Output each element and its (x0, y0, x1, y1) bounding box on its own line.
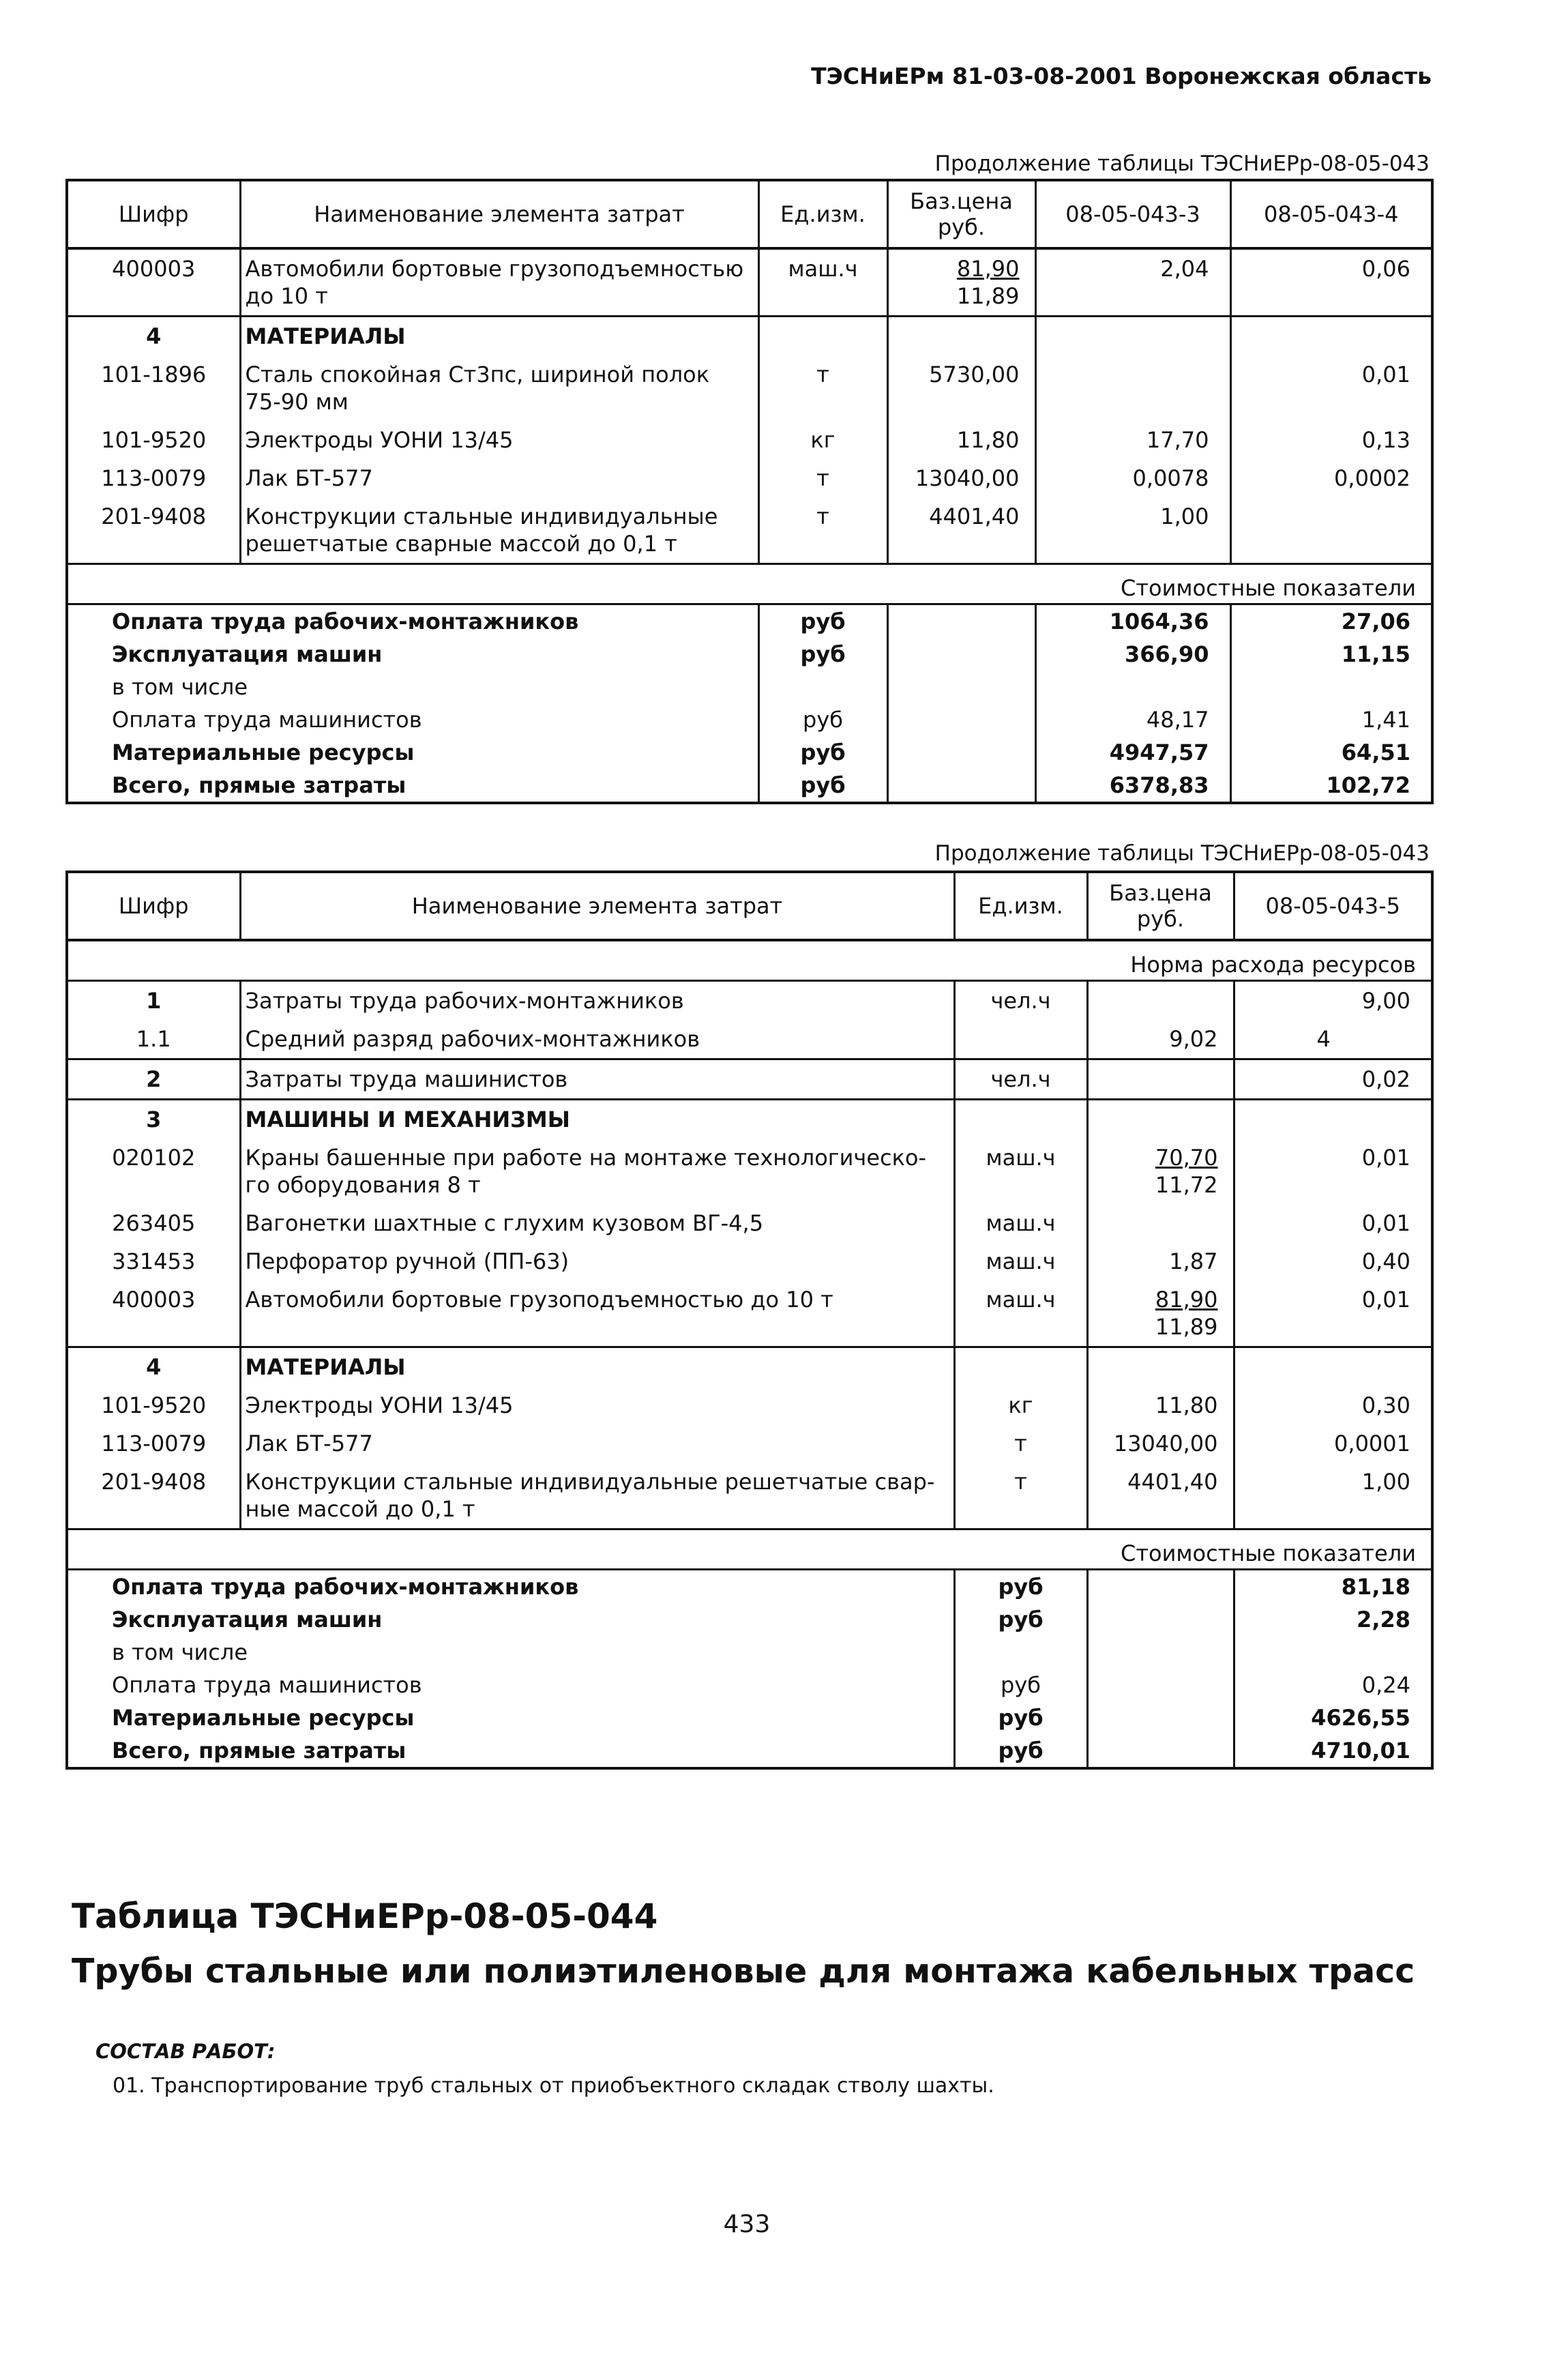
table-title: Таблица ТЭСНиЕРр-08-05-044 (72, 1897, 658, 1936)
running-header: ТЭСНиЕРм 81-03-08-2001 Воронежская область (811, 63, 1432, 89)
cost-label: Всего, прямые затраты (67, 769, 758, 803)
resource-code: 201-9408 (67, 497, 240, 564)
table-row (67, 981, 1432, 1021)
column-header: Баз.цена руб. (1087, 872, 1234, 940)
cost-unit: руб (758, 769, 887, 803)
cost-value: 11,15 (1230, 638, 1432, 671)
cost-value: 1,41 (1230, 703, 1432, 736)
resource-unit: чел.ч (954, 1059, 1087, 1100)
norm-value (1035, 355, 1230, 421)
norm-value: 0,40 (1234, 1242, 1432, 1280)
table-row (67, 1242, 1432, 1280)
cost-unit: руб (954, 1734, 1087, 1768)
resource-code: 101-9520 (67, 1386, 240, 1424)
cost-indicators-label: Стоимостные показатели (1121, 575, 1416, 601)
cost-price-empty (1087, 1603, 1234, 1636)
cost-value (1035, 671, 1230, 703)
resource-code: 101-9520 (67, 421, 240, 459)
norm-value (1234, 1100, 1432, 1139)
resource-name: Автомобили бортовые грузоподъемностью до 10 т (240, 1280, 954, 1347)
table-row (67, 459, 1432, 497)
table-row (67, 1347, 1432, 1387)
norm-value: 0,01 (1234, 1204, 1432, 1242)
norm-value: 0,13 (1230, 421, 1432, 459)
base-price (887, 459, 1035, 497)
cost-row (67, 671, 1432, 703)
resource-name: Электроды УОНИ 13/45 (240, 421, 758, 459)
base-price (1087, 1059, 1234, 1100)
cost-price-empty (1087, 1734, 1234, 1768)
cost-price-empty (1087, 1570, 1234, 1604)
cost-value: 2,28 (1234, 1603, 1432, 1636)
base-price (887, 421, 1035, 459)
resource-unit (954, 1100, 1087, 1139)
resource-code: 113-0079 (67, 1424, 240, 1463)
table-row (67, 1386, 1432, 1424)
cost-unit: руб (954, 1570, 1087, 1604)
norm-label-group (67, 940, 1432, 981)
work-item: 01. Транспортирование труб стальных от приобъектного складак стволу шахты. (113, 2074, 994, 2098)
cost-price-empty (887, 638, 1035, 671)
resource-name: Затраты труда рабочих-монтажников (240, 981, 954, 1021)
resource-unit: т (954, 1424, 1087, 1463)
base-price (887, 497, 1035, 564)
norm-value: 17,70 (1035, 421, 1230, 459)
base-price (1087, 1242, 1234, 1280)
resource-code: 400003 (67, 248, 240, 317)
norm-value (1230, 317, 1432, 356)
column-header: Ед.изм. (758, 180, 887, 248)
column-header: Наименование элемента затрат (240, 180, 758, 248)
resource-unit: чел.ч (954, 981, 1087, 1021)
resource-code: 020102 (67, 1139, 240, 1204)
cost-unit (758, 671, 887, 703)
resource-name: Автомобили бортовые грузоподъемностью до 10 т (240, 248, 758, 317)
base-price (1087, 981, 1234, 1021)
table-row (67, 248, 1432, 317)
column-header: Шифр (67, 180, 240, 248)
cost-unit: руб (758, 736, 887, 769)
cost-row (67, 703, 1432, 736)
cost-label: Материальные ресурсы (67, 736, 758, 769)
header-row (67, 872, 1432, 940)
base-price (887, 355, 1035, 421)
norm-label: Норма расхода ресурсов (1130, 952, 1416, 978)
resource-unit (758, 317, 887, 356)
norm-value: 1,00 (1234, 1463, 1432, 1529)
norm-value: 0,01 (1234, 1280, 1432, 1347)
base-price-value: 4401,40 (1127, 1469, 1218, 1495)
cost-row (67, 1734, 1432, 1768)
base-price-value: 11,80 (956, 427, 1020, 453)
cost-value (1230, 671, 1432, 703)
table2-caption: Продолжение таблицы ТЭСНиЕРр-08-05-043 (934, 841, 1430, 866)
resource-name: Сталь спокойная Ст3пс, шириной полок 75-90 мм (240, 355, 758, 421)
norm-value (1234, 1347, 1432, 1387)
resource-name: Конструкции стальные индивидуальные решетчатые свар-ные массой до 0,1 т (240, 1463, 954, 1529)
cost-rows (67, 1570, 1432, 1769)
header-row (67, 180, 1432, 248)
base-price-value: 11,80 (1155, 1392, 1218, 1418)
table-row (67, 421, 1432, 459)
cost-value: 4947,57 (1035, 736, 1230, 769)
resource-name: МАТЕРИАЛЫ (240, 1347, 954, 1387)
resource-name: Лак БТ-577 (240, 1424, 954, 1463)
cost-unit: руб (954, 1603, 1087, 1636)
cost-label: Оплата труда рабочих-монтажников (67, 1570, 954, 1604)
table-row (67, 1424, 1432, 1463)
resource-name: Затраты труда машинистов (240, 1059, 954, 1100)
base-price (887, 248, 1035, 317)
resource-unit: маш.ч (954, 1242, 1087, 1280)
resource-unit: т (758, 459, 887, 497)
base-price (1087, 1386, 1234, 1424)
cost-unit: руб (758, 703, 887, 736)
cost-value: 4626,55 (1234, 1701, 1432, 1734)
resource-code: 3 (67, 1100, 240, 1139)
norm-value: 0,0078 (1035, 459, 1230, 497)
resource-unit: маш.ч (954, 1204, 1087, 1242)
table-row (67, 1020, 1432, 1059)
cost-unit: руб (954, 1669, 1087, 1701)
table-row (67, 497, 1432, 564)
cost-price-empty (887, 703, 1035, 736)
base-price-value: 13040,00 (1113, 1431, 1218, 1456)
norm-value: 0,0002 (1230, 459, 1432, 497)
norm-value: 0,01 (1234, 1139, 1432, 1204)
base-price-total: 81,90 (1155, 1287, 1218, 1313)
table-row (67, 1059, 1432, 1100)
cost-price-empty (887, 736, 1035, 769)
cost-value (1234, 1636, 1432, 1669)
cost-label: Эксплуатация машин (67, 1603, 954, 1636)
resource-table-043-3-4 (65, 179, 1434, 804)
cost-value: 4710,01 (1234, 1734, 1432, 1768)
cost-label-row (67, 1529, 1432, 1570)
resource-code: 331453 (67, 1242, 240, 1280)
cost-label-group (67, 1529, 1432, 1570)
resource-group (67, 1100, 1432, 1347)
resource-unit: маш.ч (758, 248, 887, 317)
resource-name: Вагонетки шахтные с глухим кузовом ВГ-4,5 (240, 1204, 954, 1242)
table-header (67, 180, 1432, 248)
norm-label-row (67, 940, 1432, 981)
norm-value: 1,00 (1035, 497, 1230, 564)
resource-unit: т (758, 497, 887, 564)
resource-name: Перфоратор ручной (ПП-63) (240, 1242, 954, 1280)
table1-caption: Продолжение таблицы ТЭСНиЕРр-08-05-043 (934, 151, 1430, 176)
resource-code: 201-9408 (67, 1463, 240, 1529)
table-row (67, 1280, 1432, 1347)
table-row (67, 1100, 1432, 1139)
norm-value: 0,06 (1230, 248, 1432, 317)
column-header: Баз.цена руб. (887, 180, 1035, 248)
cost-row (67, 1603, 1432, 1636)
resource-unit: т (758, 355, 887, 421)
resource-code: 263405 (67, 1204, 240, 1242)
resource-unit: кг (954, 1386, 1087, 1424)
base-price-wage: 11,72 (1155, 1172, 1218, 1198)
resource-code: 4 (67, 317, 240, 356)
column-header: Шифр (67, 872, 240, 940)
column-header: 08-05-043-3 (1035, 180, 1230, 248)
cost-value: 102,72 (1230, 769, 1432, 803)
table-header (67, 872, 1432, 940)
resource-group (67, 1059, 1432, 1100)
cost-unit: руб (954, 1701, 1087, 1734)
work-composition-heading: СОСТАВ РАБОТ: (95, 2040, 276, 2063)
resource-name: МАШИНЫ И МЕХАНИЗМЫ (240, 1100, 954, 1139)
cost-row (67, 1570, 1432, 1604)
cost-label: Оплата труда машинистов (67, 703, 758, 736)
base-price-value: 5730,00 (929, 362, 1020, 387)
table-subtitle: Трубы стальные или полиэтиленовые для монтажа кабельных трасс (72, 1952, 1415, 1991)
base-price (1087, 1347, 1234, 1387)
cost-row (67, 1636, 1432, 1669)
cost-row (67, 1701, 1432, 1734)
cost-value: 64,51 (1230, 736, 1432, 769)
resource-code: 400003 (67, 1280, 240, 1347)
resource-code: 2 (67, 1059, 240, 1100)
column-header: Ед.изм. (954, 872, 1087, 940)
cost-unit: руб (758, 604, 887, 639)
column-header: 08-05-043-4 (1230, 180, 1432, 248)
cost-value: 1064,36 (1035, 604, 1230, 639)
cost-value: 6378,83 (1035, 769, 1230, 803)
cost-label: в том числе (67, 671, 758, 703)
norm-value: 0,30 (1234, 1386, 1432, 1424)
norm-value (1035, 317, 1230, 356)
norm-value: 0,0001 (1234, 1424, 1432, 1463)
column-header: Наименование элемента затрат (240, 872, 954, 940)
base-price-value: 9,02 (1169, 1026, 1218, 1052)
table-row (67, 1139, 1432, 1204)
resource-group (67, 981, 1432, 1059)
cost-price-empty (1087, 1669, 1234, 1701)
base-price-value: 1,87 (1169, 1248, 1218, 1274)
resource-name: МАТЕРИАЛЫ (240, 317, 758, 356)
base-price (1087, 1020, 1234, 1059)
cost-value: 27,06 (1230, 604, 1432, 639)
norm-value: 0,02 (1234, 1059, 1432, 1100)
table-row (67, 1204, 1432, 1242)
base-price-total: 70,70 (1155, 1145, 1218, 1171)
resource-code: 1 (67, 981, 240, 1021)
norm-value (1230, 497, 1432, 564)
resource-name: Лак БТ-577 (240, 459, 758, 497)
resource-code: 113-0079 (67, 459, 240, 497)
norm-value: 9,00 (1234, 981, 1432, 1021)
base-price (1087, 1463, 1234, 1529)
norm-value: 0,01 (1230, 355, 1432, 421)
resource-unit (954, 1020, 1087, 1059)
resource-unit: маш.ч (954, 1280, 1087, 1347)
cost-value: 81,18 (1234, 1570, 1432, 1604)
cost-row (67, 769, 1432, 803)
cost-row (67, 638, 1432, 671)
cost-indicators-label: Стоимостные показатели (1121, 1540, 1416, 1566)
cost-label-group (67, 564, 1432, 604)
cost-price-empty (1087, 1701, 1234, 1734)
base-price (1087, 1204, 1234, 1242)
norm-value: 4 (1234, 1020, 1432, 1059)
resource-name: Электроды УОНИ 13/45 (240, 1386, 954, 1424)
cost-price-empty (887, 769, 1035, 803)
cost-row (67, 1669, 1432, 1701)
resource-unit: кг (758, 421, 887, 459)
cost-label: Оплата труда рабочих-монтажников (67, 604, 758, 639)
resource-code: 101-1896 (67, 355, 240, 421)
base-price (1087, 1139, 1234, 1204)
resource-unit: маш.ч (954, 1139, 1087, 1204)
base-price-wage: 11,89 (1155, 1314, 1218, 1340)
cost-row (67, 736, 1432, 769)
resource-group (67, 1347, 1432, 1529)
table-row (67, 355, 1432, 421)
resource-name: Краны башенные при работе на монтаже технологическо-го оборудования 8 т (240, 1139, 954, 1204)
resource-group (67, 248, 1432, 317)
cost-value: 48,17 (1035, 703, 1230, 736)
cost-label: Оплата труда машинистов (67, 1669, 954, 1701)
table-row (67, 317, 1432, 356)
page-number: 433 (723, 2210, 771, 2238)
cost-label: в том числе (67, 1636, 954, 1669)
base-price-value: 4401,40 (929, 503, 1020, 529)
cost-label: Всего, прямые затраты (67, 1734, 954, 1768)
cost-rows (67, 604, 1432, 804)
cost-value: 366,90 (1035, 638, 1230, 671)
base-price-wage: 11,89 (956, 283, 1020, 309)
cost-label: Эксплуатация машин (67, 638, 758, 671)
base-price (1087, 1100, 1234, 1139)
cost-label-row (67, 564, 1432, 604)
cost-unit (954, 1636, 1087, 1669)
column-header: 08-05-043-5 (1234, 872, 1432, 940)
cost-price-empty (887, 604, 1035, 639)
base-price-total: 81,90 (956, 256, 1020, 282)
base-price (1087, 1424, 1234, 1463)
resource-group (67, 317, 1432, 564)
cost-price-empty (1087, 1636, 1234, 1669)
resource-code: 4 (67, 1347, 240, 1387)
norm-value: 2,04 (1035, 248, 1230, 317)
cost-price-empty (887, 671, 1035, 703)
cost-row (67, 604, 1432, 639)
resource-table-043-5 (65, 870, 1434, 1770)
resource-code: 1.1 (67, 1020, 240, 1059)
resource-name: Конструкции стальные индивидуальные решетчатые сварные массой до 0,1 т (240, 497, 758, 564)
resource-name: Средний разряд рабочих-монтажников (240, 1020, 954, 1059)
cost-unit: руб (758, 638, 887, 671)
base-price (1087, 1280, 1234, 1347)
base-price (887, 317, 1035, 356)
table-row (67, 1463, 1432, 1529)
resource-unit (954, 1347, 1087, 1387)
cost-label: Материальные ресурсы (67, 1701, 954, 1734)
resource-unit: т (954, 1463, 1087, 1529)
cost-value: 0,24 (1234, 1669, 1432, 1701)
base-price-value: 13040,00 (915, 465, 1020, 491)
